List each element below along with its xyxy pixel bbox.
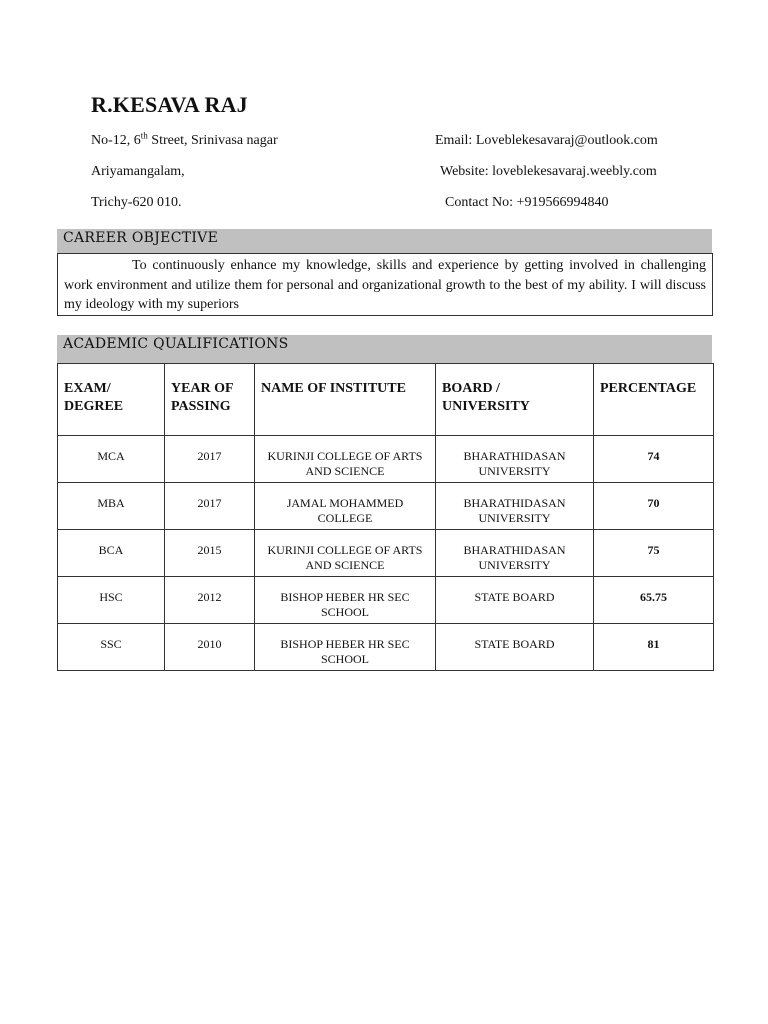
cell-exam: HSC (58, 577, 165, 624)
candidate-name: R.KESAVA RAJ (91, 92, 248, 117)
cell-percentage: 70 (594, 483, 714, 530)
cell-board: STATE BOARD (436, 624, 594, 671)
email-text: Email: Loveblekesavaraj@outlook.com (435, 133, 658, 148)
career-objective-heading: CAREER OBJECTIVE (57, 229, 712, 253)
cell-institute: BISHOP HEBER HR SEC SCHOOL (255, 577, 436, 624)
career-objective-box (57, 253, 713, 316)
column-header-board: BOARD / UNIVERSITY (436, 364, 594, 436)
website-text: Website: loveblekesavaraj.weebly.com (440, 164, 657, 179)
table-row (58, 624, 714, 671)
table-row (58, 530, 714, 577)
cell-year: 2010 (165, 624, 255, 671)
column-header-institute: NAME OF INSTITUTE (255, 364, 436, 436)
address-line-1-part: No-12, 6 (91, 133, 141, 148)
cell-board: BHARATHIDASAN UNIVERSITY (436, 436, 594, 483)
cell-institute: KURINJI COLLEGE OF ARTS AND SCIENCE (255, 436, 436, 483)
cell-year: 2012 (165, 577, 255, 624)
table-row (58, 483, 714, 530)
cell-year: 2017 (165, 436, 255, 483)
academic-qualifications-table (57, 363, 714, 671)
contact-number: Contact No: +919566994840 (445, 195, 609, 210)
column-header-percentage: PERCENTAGE (594, 364, 714, 436)
career-objective-text: To continuously enhance my knowledge, skills and experience by getting involved in challenging work environment and utilize them for personal and organizational growth to the best of my ability. I will discuss my ideology with my superiors (64, 258, 706, 312)
cell-percentage: 81 (594, 624, 714, 671)
cell-institute: BISHOP HEBER HR SEC SCHOOL (255, 624, 436, 671)
cell-board: BHARATHIDASAN UNIVERSITY (436, 483, 594, 530)
cell-year: 2017 (165, 483, 255, 530)
ordinal-suffix: th (140, 130, 148, 141)
address-line-1-rest: Street, Srinivasa nagar (147, 133, 278, 148)
cell-exam: MBA (58, 483, 165, 530)
column-header-year: YEAR OF PASSING (165, 364, 255, 436)
address-line-3: Trichy-620 010. (91, 195, 182, 210)
table-row (58, 577, 714, 624)
cell-percentage: 75 (594, 530, 714, 577)
cell-board: BHARATHIDASAN UNIVERSITY (436, 530, 594, 577)
cell-exam: MCA (58, 436, 165, 483)
table-row (58, 436, 714, 483)
cell-institute: KURINJI COLLEGE OF ARTS AND SCIENCE (255, 530, 436, 577)
academic-qualifications-heading: ACADEMIC QUALIFICATIONS (57, 335, 712, 363)
cell-exam: SSC (58, 624, 165, 671)
cell-year: 2015 (165, 530, 255, 577)
cell-institute: JAMAL MOHAMMED COLLEGE (255, 483, 436, 530)
address-line-2: Ariyamangalam, (91, 164, 185, 179)
column-header-exam: EXAM/ DEGREE (58, 364, 165, 436)
address-line-1 (91, 130, 278, 149)
cell-exam: BCA (58, 530, 165, 577)
cell-percentage: 74 (594, 436, 714, 483)
cell-board: STATE BOARD (436, 577, 594, 624)
cell-percentage: 65.75 (594, 577, 714, 624)
table-header-row (58, 364, 714, 436)
